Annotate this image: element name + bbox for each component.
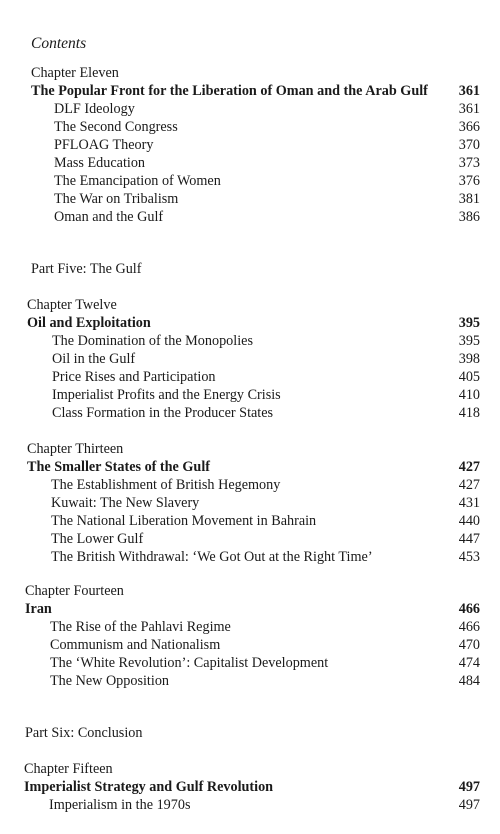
section-title: Oman and the Gulf — [54, 209, 164, 225]
section-row — [51, 548, 480, 566]
chapter-label: Chapter Eleven — [31, 65, 119, 81]
section-row — [52, 368, 480, 386]
part-heading: Part Five: The Gulf — [31, 261, 142, 277]
section-title: The Emancipation of Women — [54, 173, 221, 189]
section-row — [51, 530, 480, 548]
chapter-title-row — [31, 82, 480, 100]
page-number: 427 — [458, 459, 480, 475]
section-row — [52, 350, 480, 368]
chapter-title: The Popular Front for the Liberation of Oman and the Arab Gulf — [31, 83, 428, 99]
page-number: 447 — [458, 531, 480, 547]
section-title: The Domination of the Monopolies — [52, 333, 253, 349]
page-number: 474 — [458, 655, 480, 671]
section-row — [52, 332, 480, 350]
page-number: 418 — [458, 405, 480, 421]
section-title: The British Withdrawal: ‘We Got Out at the Right Time’ — [51, 549, 373, 565]
page-number: 395 — [458, 333, 480, 349]
chapter-label: Chapter Twelve — [27, 297, 117, 313]
chapter-label: Chapter Fifteen — [24, 761, 113, 777]
section-row — [54, 100, 480, 118]
page-number: 376 — [458, 173, 480, 189]
section-title: Imperialism in the 1970s — [49, 797, 191, 813]
section-row — [51, 494, 480, 512]
page-number: 427 — [458, 477, 480, 493]
page-number: 361 — [458, 83, 480, 99]
page-number: 453 — [458, 549, 480, 565]
section-title: Oil in the Gulf — [52, 351, 136, 367]
section-title: The Establishment of British Hegemony — [51, 477, 281, 493]
section-title: Price Rises and Participation — [52, 369, 216, 385]
chapter-title-row — [27, 458, 480, 476]
page-number: 381 — [458, 191, 480, 207]
page-number: 470 — [458, 637, 480, 653]
page-number: 395 — [458, 315, 480, 331]
chapter-title: Imperialist Strategy and Gulf Revolution — [24, 779, 274, 795]
page-number: 497 — [458, 779, 480, 795]
section-title: The Rise of the Pahlavi Regime — [50, 619, 231, 635]
page-number: 410 — [458, 387, 480, 403]
page-number: 370 — [458, 137, 480, 153]
page-number: 398 — [458, 351, 480, 367]
chapter-title: Oil and Exploitation — [27, 315, 151, 331]
page-number: 366 — [458, 119, 480, 135]
section-title: Mass Education — [54, 155, 146, 171]
section-row — [54, 136, 480, 154]
section-title: The ‘White Revolution’: Capitalist Development — [50, 655, 329, 671]
contents-heading: Contents — [31, 35, 87, 52]
section-row — [54, 154, 480, 172]
section-row — [50, 654, 480, 672]
section-row — [54, 172, 480, 190]
page-number: 431 — [458, 495, 480, 511]
page-number: 484 — [458, 673, 480, 689]
section-row — [50, 618, 480, 636]
chapter-title: The Smaller States of the Gulf — [27, 459, 210, 475]
section-title: The War on Tribalism — [54, 191, 179, 207]
page-number: 386 — [458, 209, 480, 225]
section-row — [51, 476, 480, 494]
section-title: Kuwait: The New Slavery — [51, 495, 200, 511]
section-row — [54, 190, 480, 208]
section-row — [49, 796, 480, 814]
section-title: The New Opposition — [50, 673, 170, 689]
page-number: 373 — [458, 155, 480, 171]
page-number: 405 — [458, 369, 480, 385]
section-row — [54, 118, 480, 136]
section-row — [50, 636, 480, 654]
section-title: Imperialist Profits and the Energy Crisis — [52, 387, 281, 403]
page-number: 466 — [458, 619, 480, 635]
chapter-title-row — [24, 778, 480, 796]
section-title: The Second Congress — [54, 119, 178, 135]
page-number: 497 — [458, 797, 480, 813]
section-row — [52, 404, 480, 422]
section-row — [50, 672, 480, 690]
chapter-label: Chapter Thirteen — [27, 441, 124, 457]
page-number: 440 — [458, 513, 480, 529]
section-title: PFLOAG Theory — [54, 137, 154, 153]
section-row — [52, 386, 480, 404]
page-number: 466 — [458, 601, 480, 617]
section-row — [51, 512, 480, 530]
chapter-title-row — [25, 600, 480, 618]
chapter-title-row — [27, 314, 480, 332]
section-title: Communism and Nationalism — [50, 637, 221, 653]
section-title: The National Liberation Movement in Bahrain — [51, 513, 317, 529]
section-row — [54, 208, 480, 226]
part-heading: Part Six: Conclusion — [25, 725, 143, 741]
chapter-title: Iran — [25, 601, 52, 617]
section-title: DLF Ideology — [54, 101, 135, 117]
chapter-label: Chapter Fourteen — [25, 583, 124, 599]
section-title: The Lower Gulf — [51, 531, 144, 547]
section-title: Class Formation in the Producer States — [52, 405, 274, 421]
page-number: 361 — [458, 101, 480, 117]
